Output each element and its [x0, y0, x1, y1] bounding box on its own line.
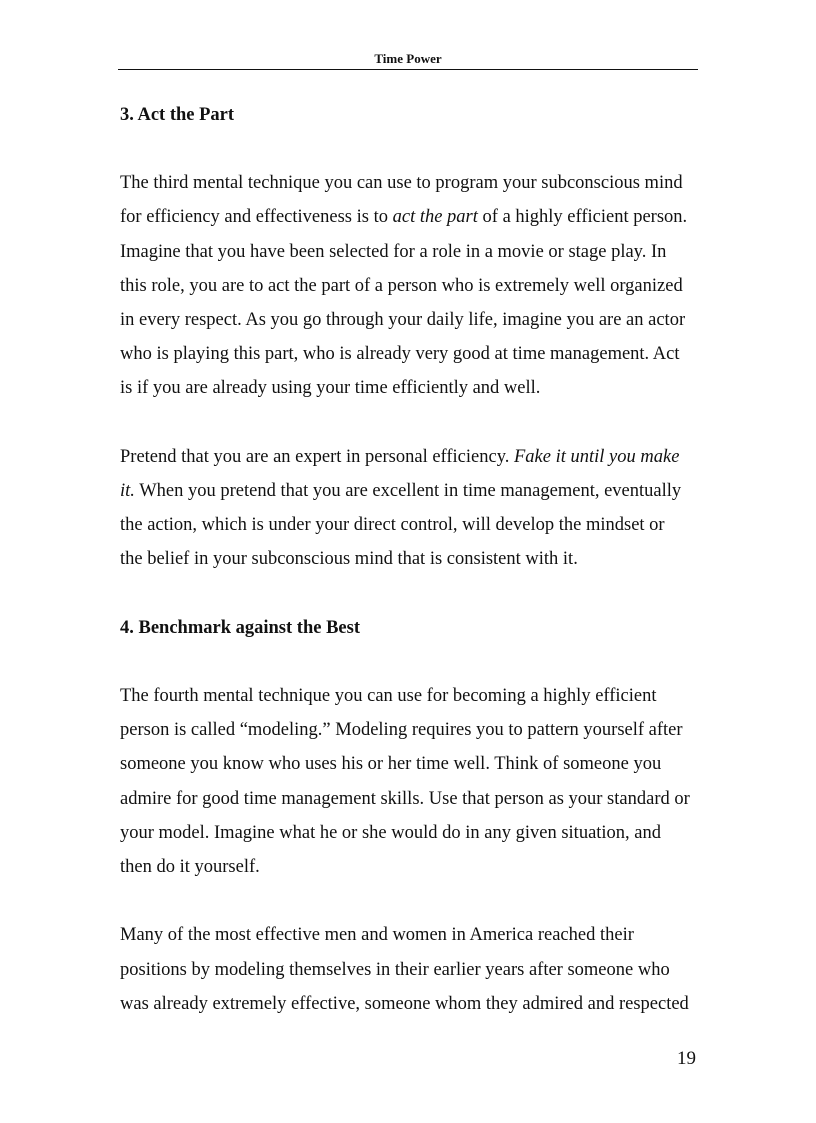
text-run: for efficiency and effectiveness is to	[120, 207, 393, 228]
text-line: person is called “modeling.” Modeling requires you to pattern yourself after	[120, 720, 683, 741]
text-line: Imagine that you have been selected for a role in a movie or stage play. In	[120, 241, 667, 262]
header-rule	[118, 69, 698, 70]
text-line	[120, 474, 700, 508]
text-line: admire for good time management skills. Use that person as your standard or	[120, 788, 690, 809]
paragraph-act-the-part-1	[120, 166, 700, 405]
text-line: was already extremely effective, someone whom they admired and respected	[120, 993, 689, 1014]
section-heading-act-the-part: 3. Act the Part	[120, 105, 235, 125]
text-line: the belief in your subconscious mind that is consistent with it.	[120, 549, 578, 570]
spacer	[120, 884, 700, 918]
spacer	[120, 406, 700, 440]
text-line: The third mental technique you can use to program your subconscious mind	[120, 173, 683, 194]
paragraph-benchmark-1	[120, 679, 700, 884]
text-line	[120, 440, 700, 474]
running-header: Time Power	[374, 51, 442, 66]
text-line: your model. Imagine what he or she would do in any given situation, and	[120, 822, 662, 843]
section-heading-benchmark: 4. Benchmark against the Best	[120, 617, 360, 638]
text-run: Pretend that you are an expert in personal efficiency.	[120, 446, 514, 467]
text-line: then do it yourself.	[120, 857, 260, 877]
text-line: in every respect. As you go through your daily life, imagine you are an actor	[120, 310, 686, 330]
text-run: When you pretend that you are excellent in time management, eventually	[134, 481, 682, 501]
emphasis-text: it.	[120, 481, 135, 501]
emphasis-text: Fake it until you make	[514, 446, 680, 467]
text-line: Many of the most effective men and women in America reached their	[120, 925, 634, 946]
spacer	[120, 577, 700, 611]
text-line: someone you know who uses his or her time well. Think of someone you	[120, 754, 662, 775]
page-content	[120, 98, 700, 1021]
text-line: is if you are already using your time efficiently and well.	[120, 378, 541, 399]
text-run: of a highly efficient person.	[477, 207, 688, 228]
paragraph-benchmark-2	[120, 918, 700, 1021]
page-number: 19	[677, 1048, 696, 1069]
paragraph-act-the-part-2	[120, 440, 700, 577]
text-line: the action, which is under your direct control, will develop the mindset or	[120, 515, 665, 536]
spacer	[120, 645, 700, 679]
spacer	[120, 132, 700, 166]
text-line: positions by modeling themselves in their earlier years after someone who	[120, 959, 670, 980]
text-line: this role, you are to act the part of a person who is extremely well organized	[120, 275, 683, 296]
text-line	[120, 200, 700, 234]
text-line: The fourth mental technique you can use for becoming a highly efficient	[120, 685, 657, 706]
text-line: who is playing this part, who is already very good at time management. Act	[120, 344, 680, 365]
emphasis-text: act the part	[392, 207, 478, 228]
